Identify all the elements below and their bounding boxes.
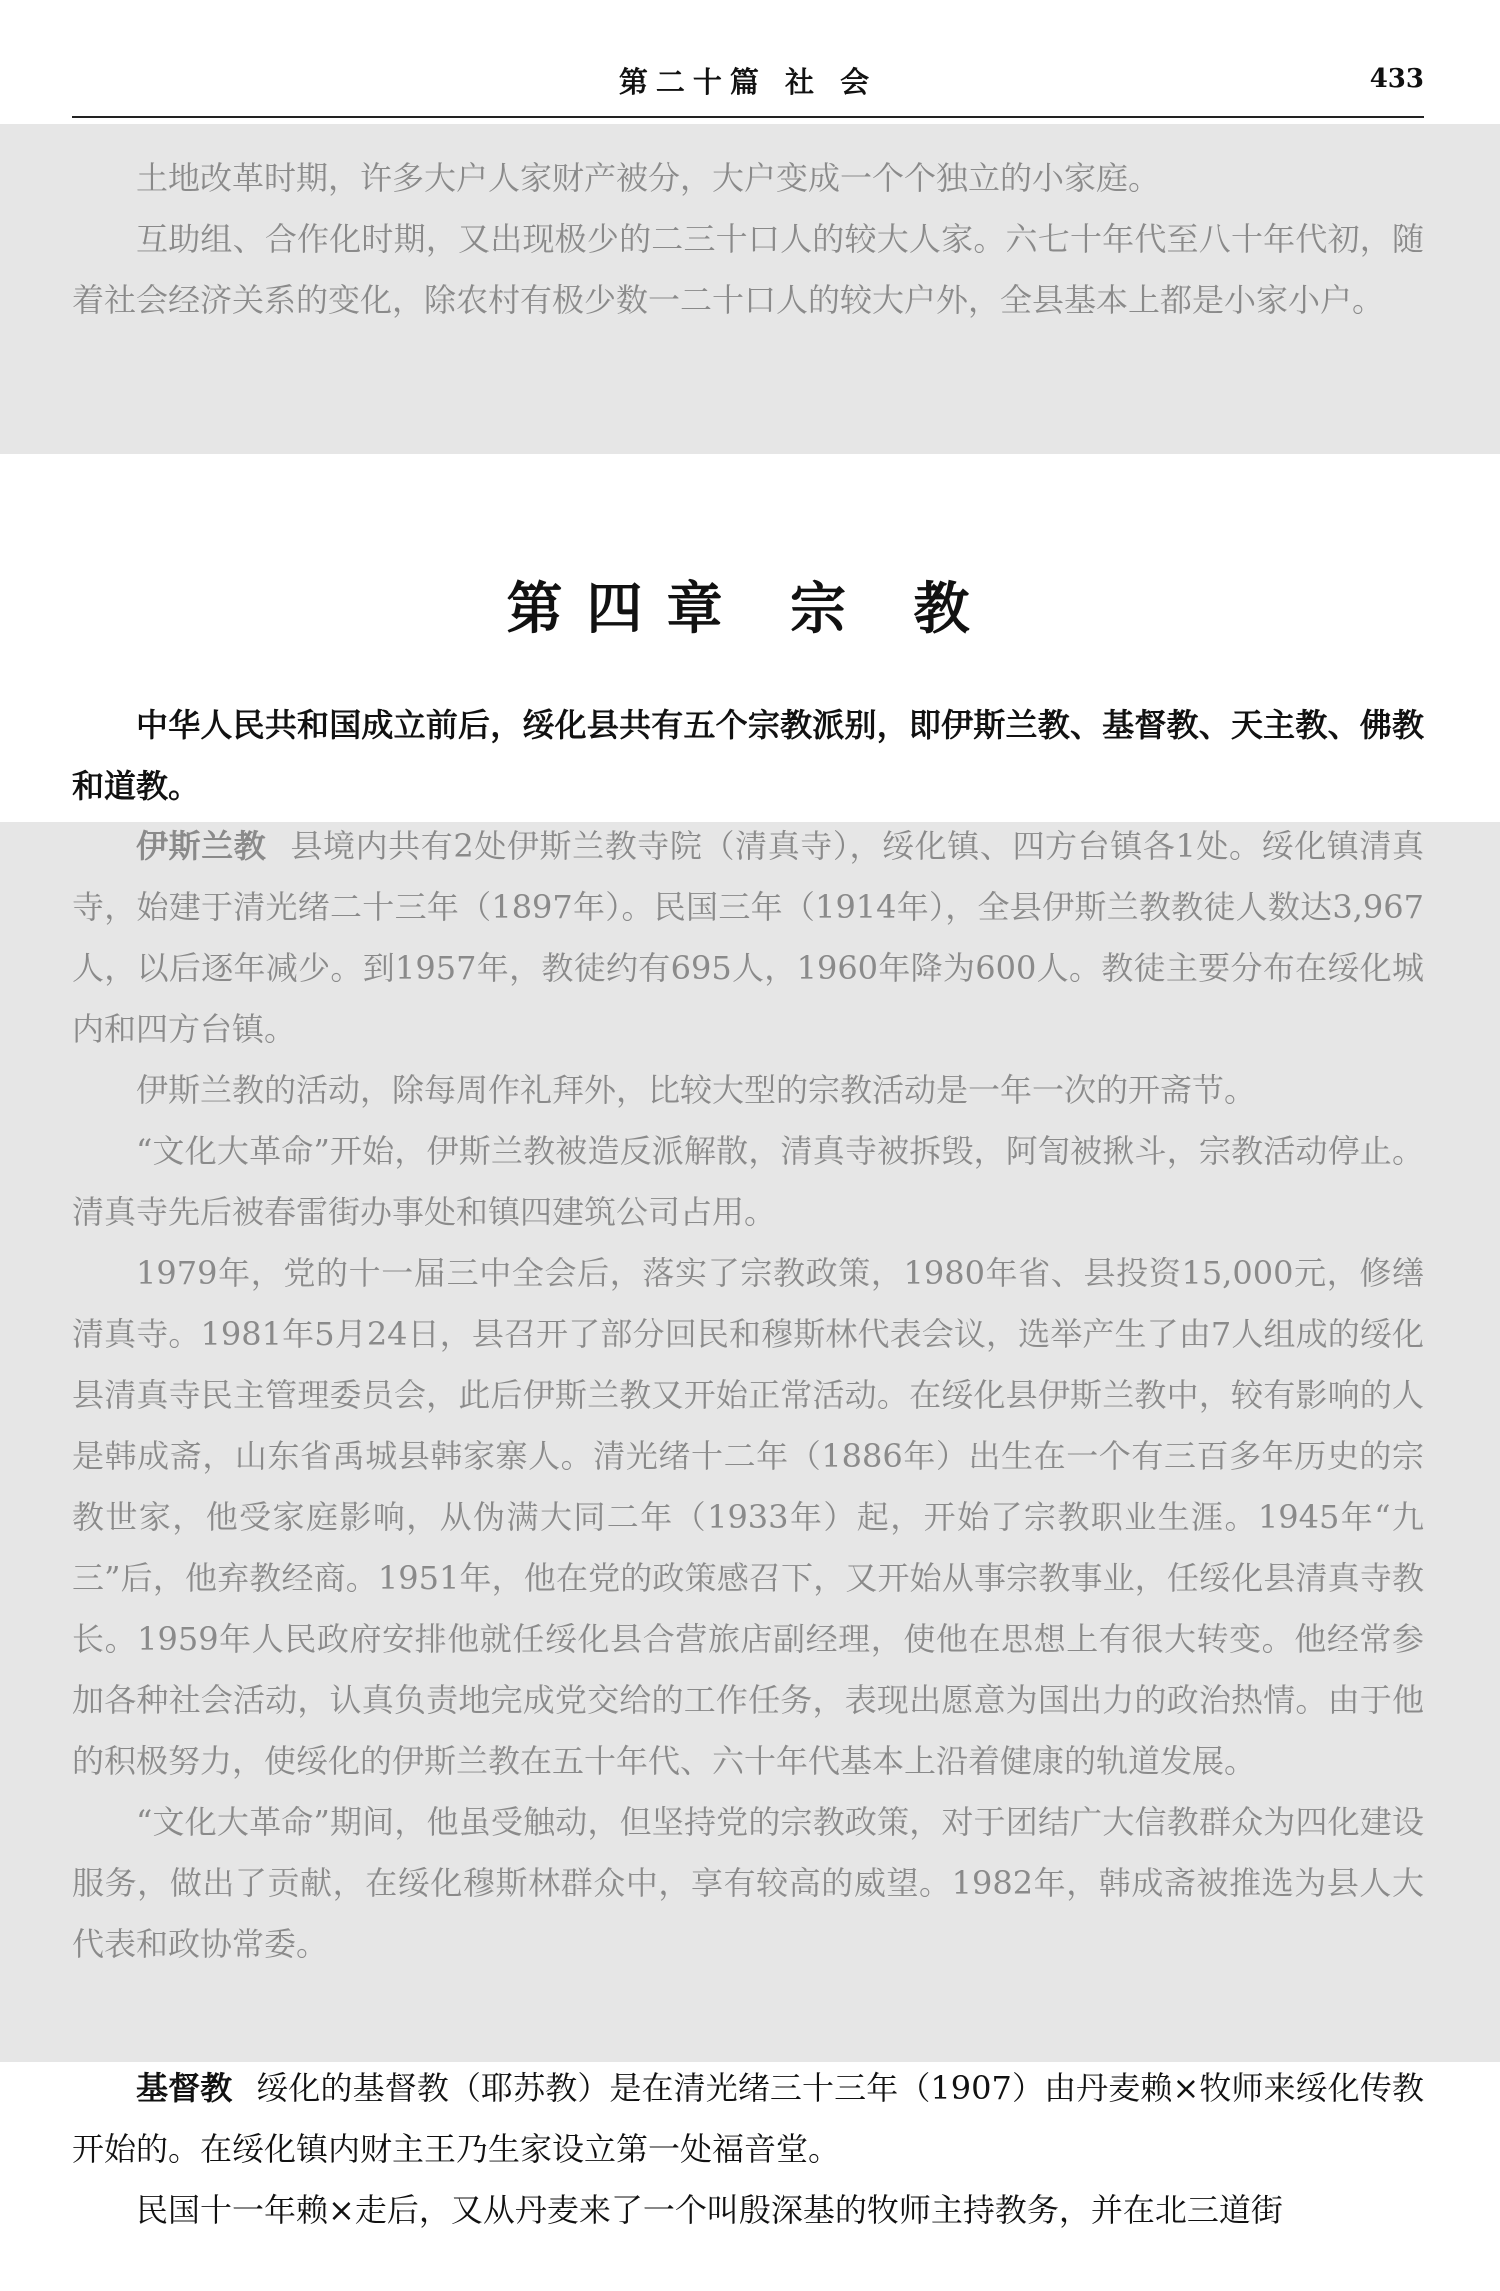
page-number: 433 [1369,64,1424,94]
paragraph: 1979年，党的十一届三中全会后，落实了宗教政策，1980年省、县投资15,000元，修缮清真寺。1981年5月24日，县召开了部分回民和穆斯林代表会议，选举产生了由7人组成的绥化县清真寺民主管理委员会，此后伊斯兰教又开始正常活动。在绥化县伊斯兰教中，较有影响的人是韩成斋，山东省禹城县韩家寨人。清光绪十二年（1886年）出生在一个有三百多年历史的宗教世家，他受家庭影响，从伪满大同二年（1933年）起，开始了宗教职业生涯。1945年“九三”后，他弃教经商。1951年，他在党的政策感召下，又开始从事宗教事业，任绥化县清真寺教长。1959年人民政府安排他就任绥化县合营旅店副经理，使他在思想上有很大转变。他经常参加各种社会活动，认真负责地完成党交给的工作任务，表现出愿意为国出力的政治热情。由于他的积极努力，使绥化的伊斯兰教在五十年代、六十年代基本上沿着健康的轨道发展。 [72,1254,1424,1780]
paragraph: “文化大革命”开始，伊斯兰教被造反派解散，清真寺被拆毁，阿訇被揪斗，宗教活动停止。清真寺先后被春雷街办事处和镇四建筑公司占用。 [72,1132,1424,1231]
section-term: 伊斯兰教 [136,827,267,865]
section-term: 基督教 [136,2069,233,2107]
paragraph: 土地改革时期，许多大户人家财产被分，大户变成一个个独立的小家庭。 [136,159,1161,197]
previous-section-text [72,148,1424,331]
paragraph-text: 县境内共有2处伊斯兰教寺院（清真寺），绥化镇、四方台镇各1处。绥化镇清真寺，始建于清光绪二十三年（1897年）。民国三年（1914年），全县伊斯兰教教徒人数达3,967人，以后逐年减少。到1957年，教徒约有695人，1960年降为600人。教徒主要分布在绥化城内和四方台镇。 [72,827,1424,1048]
paragraph: “文化大革命”期间，他虽受触动，但坚持党的宗教政策，对于团结广大信教群众为四化建设服务，做出了贡献，在绥化穆斯林群众中，享有较高的威望。1982年，韩成斋被推选为县人大代表和政协常委。 [72,1803,1424,1963]
paragraph-text: 绥化的基督教（耶苏教）是在清光绪三十三年（1907）由丹麦赖×牧师来绥化传教开始的。在绥化镇内财主王乃生家设立第一处福音堂。 [72,2069,1424,2168]
islam-section [72,816,1424,1975]
section-title: 第二十篇 社 会 [618,65,878,99]
chapter-intro [72,695,1424,817]
paragraph: 民国十一年赖×走后，又从丹麦来了一个叫殷深基的牧师主持教务，并在北三道街 [136,2191,1283,2229]
chapter-title: 第四章 宗 教 [506,576,994,642]
paragraph [72,2058,1424,2180]
intro-paragraph: 中华人民共和国成立前后，绥化县共有五个宗教派别，即伊斯兰教、基督教、天主教、佛教和道教。 [72,706,1424,805]
paragraph: 伊斯兰教的活动，除每周作礼拜外，比较大型的宗教活动是一年一次的开斋节。 [136,1071,1257,1109]
paragraph: 互助组、合作化时期，又出现极少的二三十口人的较大人家。六七十年代至八十年代初，随着社会经济关系的变化，除农村有极少数一二十口人的较大户外，全县基本上都是小家小户。 [72,220,1424,319]
paragraph [72,816,1424,1060]
header-divider [72,116,1424,118]
christianity-section [72,2058,1424,2241]
page-header [72,52,1424,114]
